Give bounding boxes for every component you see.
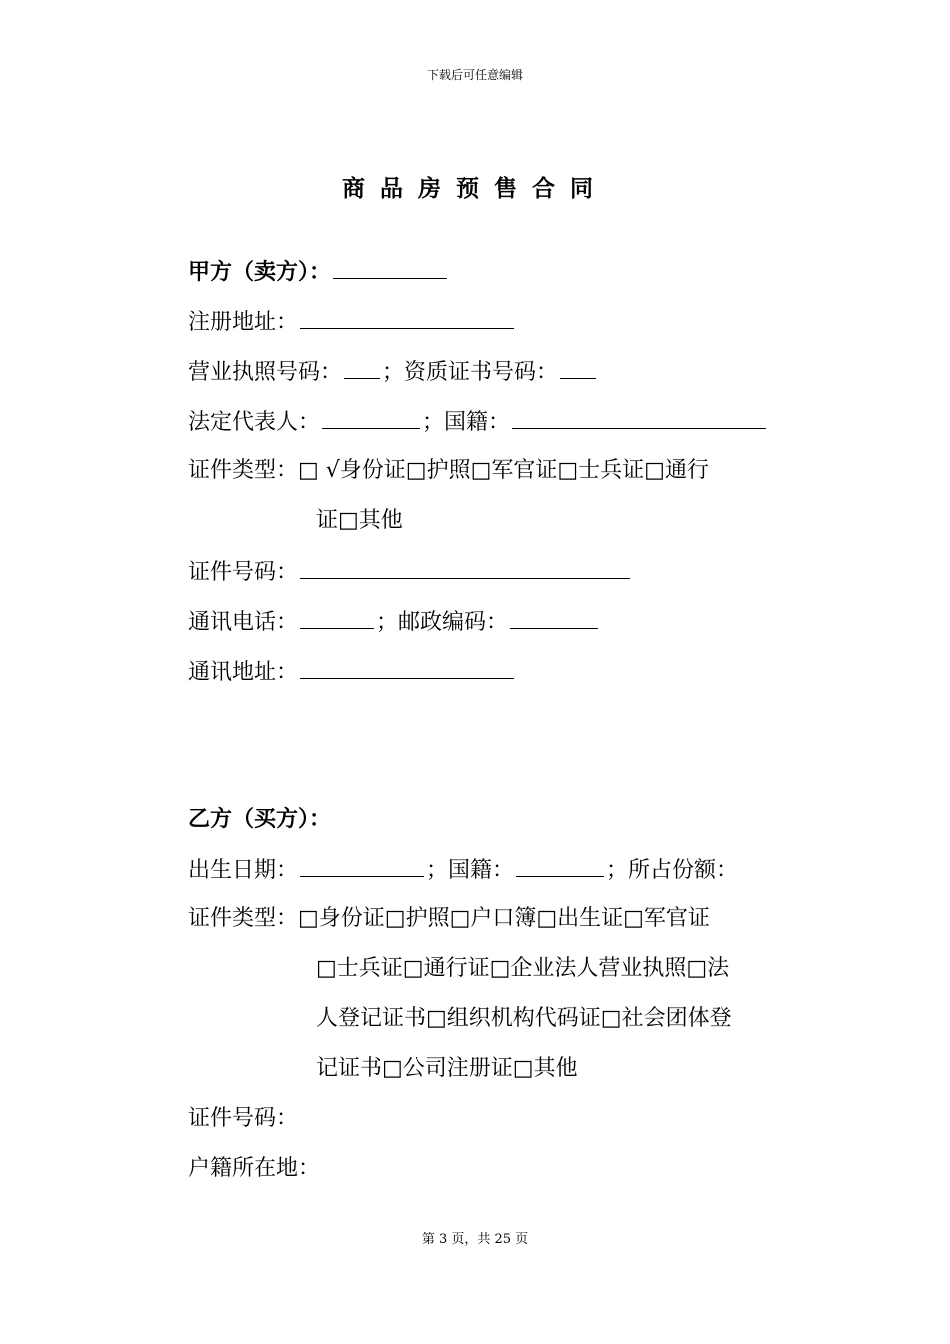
seller-address-blank[interactable]: [300, 656, 514, 679]
buyer-birth-blank[interactable]: [300, 854, 424, 877]
seller-heading-row: [188, 256, 449, 287]
seller-name-blank[interactable]: [333, 256, 447, 279]
seller-address-row: [188, 656, 516, 688]
buyer-hukou: 户籍所在地：: [188, 1156, 321, 1181]
buyer-share-label: ；所占份额：: [606, 858, 739, 883]
seller-heading: 甲方（卖方）：: [188, 259, 332, 285]
page-title: 商品房预售合同: [342, 175, 608, 202]
buyer-heading: 乙方（买方）：: [188, 806, 332, 832]
seller-postcode-label: ；邮政编码：: [376, 610, 509, 635]
seller-reg-address-row: [188, 306, 516, 338]
seller-legal-rep-blank[interactable]: [322, 406, 420, 429]
seller-legal-rep-row: [188, 406, 768, 438]
seller-qual-blank[interactable]: [560, 356, 596, 379]
seller-qual-label: 资质证书号码：: [404, 360, 559, 385]
buyer-nationality-label: ；国籍：: [426, 858, 515, 883]
buyer-id-type-line4: 记证书□公司注册证□其他: [316, 1056, 578, 1081]
seller-license-label: 营业执照号码：: [188, 360, 343, 385]
seller-id-type-line2: 证□其他: [316, 508, 403, 533]
buyer-birth-row: [188, 854, 738, 886]
seller-nationality-blank[interactable]: [512, 406, 766, 429]
buyer-id-type-line3: 人登记证书□组织机构代码证□社会团体登: [316, 1006, 732, 1031]
seller-id-number-row: [188, 556, 632, 588]
seller-legal-rep-label: 法定代表人：: [188, 410, 321, 435]
buyer-id-type-line1: 证件类型：□身份证□护照□户口簿□出生证□军官证: [188, 906, 710, 931]
seller-phone-row: [188, 606, 600, 638]
seller-reg-address-blank[interactable]: [300, 306, 514, 329]
seller-address-label: 通讯地址：: [188, 660, 299, 685]
seller-id-number-blank[interactable]: [300, 556, 630, 579]
seller-license-row: [188, 356, 598, 388]
page-footer: 第 3 页，共 25 页: [421, 1232, 529, 1247]
seller-sep: ；: [382, 360, 405, 385]
page-header: 下载后可任意编辑: [426, 68, 523, 82]
seller-phone-label: 通讯电话：: [188, 610, 299, 635]
seller-nationality-label: ；国籍：: [422, 410, 511, 435]
buyer-id-type-line2: □士兵证□通行证□企业法人营业执照□法: [316, 956, 730, 981]
buyer-nationality-blank[interactable]: [516, 854, 604, 877]
buyer-id-number: 证件号码：: [188, 1106, 299, 1131]
seller-reg-address-label: 注册地址：: [188, 310, 299, 335]
seller-id-type-line1: 证件类型：□ √身份证□护照□军官证□士兵证□通行: [188, 458, 709, 483]
buyer-birth-label: 出生日期：: [188, 858, 299, 883]
seller-postcode-blank[interactable]: [510, 606, 598, 629]
seller-id-number-label: 证件号码：: [188, 560, 299, 585]
seller-license-blank[interactable]: [344, 356, 380, 379]
seller-phone-blank[interactable]: [300, 606, 374, 629]
